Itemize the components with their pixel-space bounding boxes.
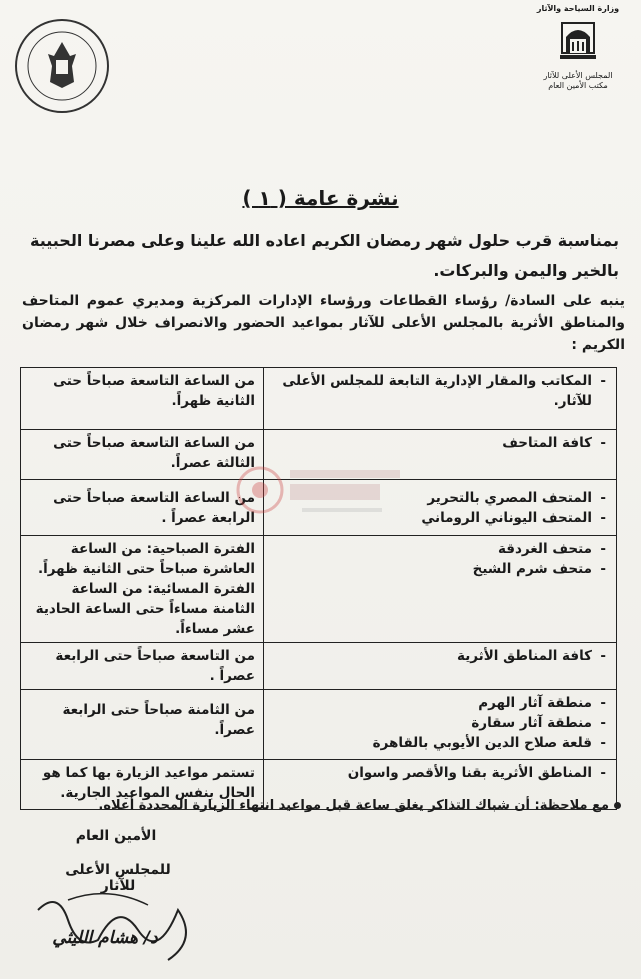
places-cell	[264, 368, 617, 430]
ministry-name: وزارة السياحة والآثار	[536, 4, 620, 13]
signatory-org: للمجلس الأعلى للآثار	[65, 862, 171, 894]
ministry-seal-icon	[12, 16, 112, 116]
note-content: مع ملاحظة: أن شباك التذاكر يغلق ساعة قبل مواعيد انتهاء الزيارة المحددة أعلاه.	[98, 798, 609, 813]
letterhead-right	[523, 4, 633, 91]
hours-text: تستمر مواعيد الزيارة بها كما هو الحال بنفس المواعيد الجارية.	[42, 765, 255, 801]
bulletin-title: نشرة عامة ( ١ )	[242, 186, 399, 210]
table-row	[21, 536, 617, 643]
hours-cell	[21, 536, 264, 643]
hours-text: من الساعة التاسعة صباحاً حتى الثالثة عصراً.	[53, 435, 255, 471]
office-name: مكتب الأمين العام	[548, 81, 608, 90]
list-item: - قلعة صلاح الدين الأيوبي بالقاهرة	[272, 733, 592, 753]
watermark-logo-icon	[232, 458, 412, 528]
hours-text: من الساعة التاسعة صباحاً حتى الرابعة عصراً .	[53, 490, 255, 526]
hours-text: الفترة المسائية: من الساعة الثامنة مساءاً حتى الساعة الحادية عشر مساءاً.	[35, 581, 255, 637]
table-row	[21, 368, 617, 430]
list-item: - المتحف المصري بالتحرير	[272, 488, 592, 508]
note-text	[22, 798, 621, 813]
list-item: - المكاتب والمقار الإدارية التابعة للمجلس الأعلى للآثار.	[272, 371, 592, 411]
signatory-name: د/ هشام الليثي	[52, 928, 158, 948]
hours-cell	[21, 690, 264, 760]
bullet-icon	[614, 802, 621, 809]
table-row	[21, 643, 617, 690]
signatory-title: الأمين العام	[75, 828, 157, 844]
council-logo-icon	[556, 17, 600, 65]
hours-text: من الساعة التاسعة صباحاً حتى الثانية ظهراً.	[53, 373, 255, 409]
hours-cell	[21, 643, 264, 690]
list-item: - المناطق الأثرية بقنا والأقصر واسوان	[272, 763, 592, 783]
list-item: - المتحف اليوناني الروماني	[272, 508, 592, 528]
list-item: - متحف شرم الشيخ	[272, 559, 592, 579]
hours-table	[20, 367, 617, 810]
hours-text: من الثامنة صباحاً حتى الرابعة عصراً.	[62, 702, 255, 738]
places-cell	[264, 536, 617, 643]
list-item: - كافة المناطق الأثرية	[272, 646, 592, 666]
list-item: - كافة المتاحف	[272, 433, 592, 453]
hours-text: من التاسعة صباحاً حتى الرابعة عصراً .	[55, 648, 255, 684]
places-cell	[264, 643, 617, 690]
list-item: - متحف الغردقة	[272, 539, 592, 559]
places-cell	[264, 690, 617, 760]
intro-greeting: بمناسبة قرب حلول شهر رمضان الكريم اعاده الله علينا وعلى مصرنا الحبيبة بالخير واليمن والبركات.	[30, 231, 619, 280]
hours-cell	[21, 368, 264, 430]
intro-instruction: ينبه على السادة/ رؤساء القطاعات ورؤساء الإدارات المركزية ومديري عموم المتاحف والمناطق الأثرية بالمجلس الأعلى للآثار بمواعيد الحضور والانصراف خلال شهر رمضان الكريم :	[22, 293, 625, 353]
hours-cell	[21, 480, 264, 536]
table-row	[21, 690, 617, 760]
hours-cell	[21, 430, 264, 480]
list-item: - منطقة آثار سقارة	[272, 713, 592, 733]
list-item: - منطقة آثار الهرم	[272, 693, 592, 713]
council-name: المجلس الأعلى للآثار	[543, 71, 613, 80]
hours-text: الفترة الصباحية: من الساعة العاشرة صباحاً حتى الثانية ظهراً.	[38, 541, 255, 577]
